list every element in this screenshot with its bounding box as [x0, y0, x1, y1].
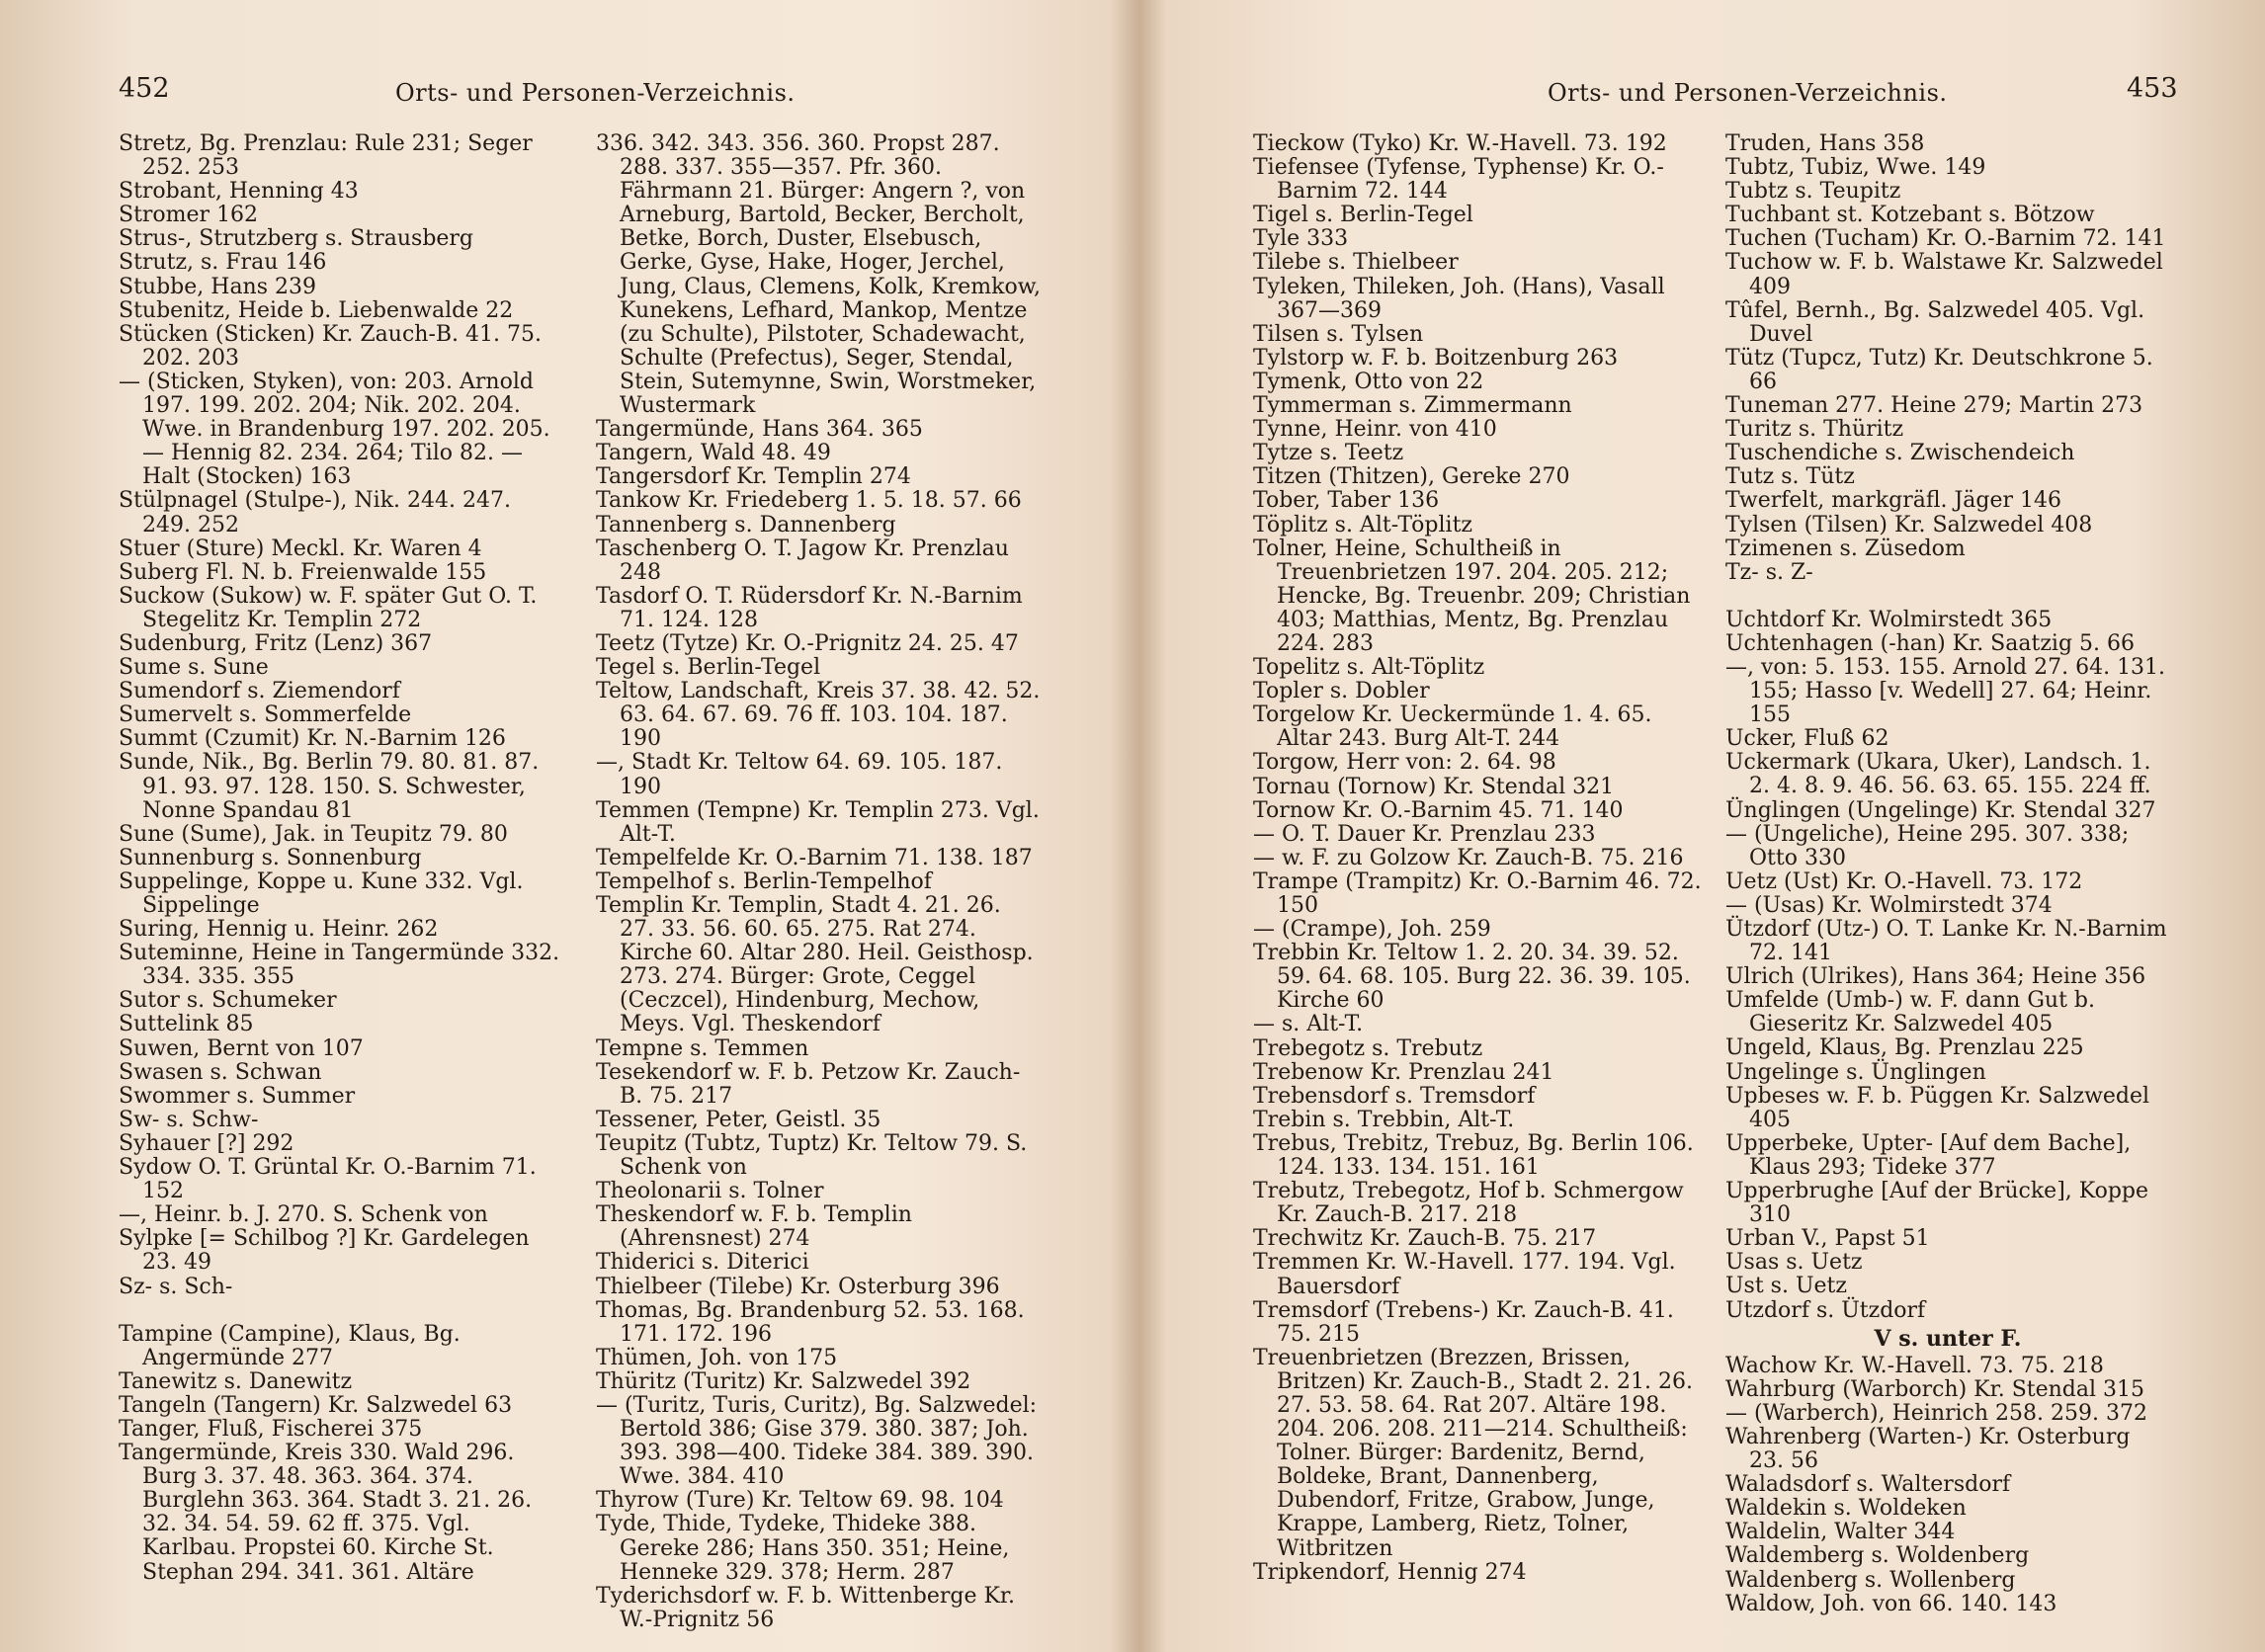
index-entry: Tutz s. Tütz	[1725, 464, 1855, 490]
index-entry: Tangeln (Tangern) Kr. Salzwedel 63	[119, 1392, 513, 1418]
index-entry: Tuchow w. F. b. Walstawe Kr. Salzwedel 409	[1725, 250, 2163, 299]
index-entry: Tuchbant st. Kotzebant s. Bötzow	[1725, 203, 2095, 228]
index-entry: Tangern, Wald 48. 49	[596, 441, 831, 466]
index-entry: 336. 342. 343. 356. 360. Propst 287. 288. 337. 355—357. Pfr. 360. Fährmann 21. Bürger: Angern ?, von Arneburg, Bartold, Becker, Bercholt, Betke, Borch, Duster, Elsebusch, Gerke, Gyse, Hake, Hoger, Jerchel, Jung, Claus, Clemens, Kolk, Kremkow, Kunekens, Lefhard, Mankop, Mentze (zu Schulte), Pilstoter, Schadewacht, Schulte (Prefectus), Seger, Stendal, Stein, Sutemynne, Swin, Worstmeker, Wustermark	[596, 131, 1041, 419]
index-entry: Templin Kr. Templin, Stadt 4. 21. 26. 27. 33. 56. 60. 65. 275. Rat 274. Kirche 60. Altar 280. Heil. Geisthosp. 273. 274. Bürger: Grote, Ceggel (Ceczcel), Hindenburg, Mechow, Meys. Vgl. Theskendorf	[596, 893, 1034, 1037]
index-entry: Ungeld, Klaus, Bg. Prenzlau 225	[1725, 1035, 2084, 1061]
index-entry: Tangermünde, Hans 364. 365	[596, 417, 923, 443]
index-entry: Sune (Sume), Jak. in Teupitz 79. 80	[119, 821, 508, 847]
index-entry: Ucker, Fluß 62	[1725, 726, 1889, 752]
index-entry: Theskendorf w. F. b. Templin (Ahrensnest) 274	[596, 1202, 912, 1252]
index-entry: Tremmen Kr. W.-Havell. 177. 194. Vgl. Bauersdorf	[1253, 1250, 1676, 1299]
index-entry: Tesekendorf w. F. b. Petzow Kr. Zauch-B. 75. 217	[596, 1059, 1021, 1109]
index-entry: Tempelfelde Kr. O.-Barnim 71. 138. 187	[596, 845, 1033, 870]
index-entry: Tubtz, Tubiz, Wwe. 149	[1725, 155, 1986, 181]
index-entry: Stromer 162	[119, 203, 259, 228]
index-entry: Teupitz (Tubtz, Tuptz) Kr. Teltow 79. S. Schenk von	[596, 1130, 1028, 1181]
index-entry: Tangermünde, Kreis 330. Wald 296. Burg 3. 37. 48. 363. 364. 374. Burglehn 363. 364. Stadt 3. 21. 26. 32. 34. 54. 59. 62 ff. 375. Vgl. Karlbau. Propstei 60. Kirche St. Stephan 294. 341. 361. Altäre	[119, 1441, 533, 1585]
index-entry: Tremsdorf (Trebens-) Kr. Zauch-B. 41. 75. 215	[1253, 1297, 1674, 1347]
page-number: 452	[119, 73, 170, 104]
index-entry: Stubenitz, Heide b. Liebenwalde 22	[119, 297, 514, 323]
index-entry: Tylsen (Tilsen) Kr. Salzwedel 408	[1725, 512, 2093, 537]
index-entry: Teltow, Landschaft, Kreis 37. 38. 42. 52. 63. 64. 67. 69. 76 ff. 103. 104. 187. 190	[596, 679, 1041, 752]
index-entry: Suberg Fl. N. b. Freienwalde 155	[119, 559, 487, 585]
index-entry: Sunde, Nik., Bg. Berlin 79. 80. 81. 87. 91. 93. 97. 128. 150. S. Schwester, Nonne Spandau 81	[119, 750, 540, 823]
index-entry: Suckow (Sukow) w. F. später Gut O. T. Stegelitz Kr. Templin 272	[119, 583, 538, 632]
index-column-2-upper	[1725, 132, 2170, 1323]
index-entry: Sumendorf s. Ziemendorf	[119, 679, 400, 704]
index-entry: Tyle 333	[1253, 226, 1349, 252]
index-entry: Strobant, Henning 43	[119, 179, 359, 205]
index-entry: Treuenbrietzen (Brezzen, Brissen, Britzen) Kr. Zauch-B., Stadt 2. 21. 26. 27. 53. 58. 64. Rat 207. Altäre 198. 204. 206. 208. 211—214. Schultheiß: Tolner. Bürger: Bardenitz, Bernd, Boldeke, Brant, Dannenberg, Dubendorf, Fritze, Grabow, Junge, Krappe, Lamberg, Rietz, Tolner, Witbritzen	[1253, 1345, 1693, 1561]
index-entry: Upperbeke, Upter- [Auf dem Bache], Klaus 293; Tideke 377	[1725, 1130, 2132, 1180]
index-entry: Twerfelt, markgräfl. Jäger 146	[1725, 488, 2062, 514]
index-entry: Uetz (Ust) Kr. O.-Havell. 73. 172	[1725, 868, 2083, 894]
index-entry: Stücken (Sticken) Kr. Zauch-B. 41. 75. 202. 203	[119, 321, 543, 371]
index-entry: Tynne, Heinr. von 410	[1253, 417, 1497, 443]
index-entry: — (Usas) Kr. Wolmirstedt 374	[1725, 892, 2053, 918]
index-entry: Tzimenen s. Züsedom	[1725, 536, 1966, 561]
index-entry: Trebenow Kr. Prenzlau 241	[1253, 1059, 1554, 1085]
index-entry: Utzdorf s. Ützdorf	[1725, 1297, 1926, 1323]
index-entry: Tubtz s. Teupitz	[1725, 179, 1901, 205]
index-entry: Truden, Hans 358	[1725, 131, 1925, 156]
index-entry: Tyde, Thide, Tydeke, Thideke 388. Gereke 286; Hans 350. 351; Heine, Henneke 329. 378; Herm. 287	[596, 1512, 1010, 1585]
index-entry: Sutor s. Schumeker	[119, 988, 337, 1014]
index-entry: Tûfel, Bernh., Bg. Salzwedel 405. Vgl. Duvel	[1725, 297, 2145, 347]
index-entry: —, Heinr. b. J. 270. S. Schenk von	[119, 1202, 488, 1228]
index-entry: Wahrenberg (Warten-) Kr. Osterburg 23. 56	[1725, 1424, 2131, 1474]
index-entry: Tanewitz s. Danewitz	[119, 1368, 353, 1394]
index-entry: — (Sticken, Styken), von: 203. Arnold 197. 199. 202. 204; Nik. 202. 204. Wwe. in Brandenburg 197. 202. 205. — Hennig 82. 234. 264; Tilo 82. — Halt (Stocken) 163	[119, 369, 550, 490]
index-entry: Usas s. Uetz	[1725, 1250, 1863, 1276]
index-entry: Sume s. Sune	[119, 655, 269, 681]
index-entry: Thümen, Joh. von 175	[596, 1345, 838, 1370]
index-entry: Suteminne, Heine in Tangermünde 332. 334. 335. 355	[119, 941, 560, 990]
index-entry: Töplitz s. Alt-Töplitz	[1253, 512, 1472, 537]
index-entry: Torgelow Kr. Ueckermünde 1. 4. 65. Altar 243. Burg Alt-T. 244	[1253, 702, 1652, 752]
section-gap	[1725, 585, 2170, 609]
index-entry: Swommer s. Summer	[119, 1083, 356, 1109]
index-entry: Tampine (Campine), Klaus, Bg. Angermünde 277	[119, 1321, 461, 1370]
index-entry: Tyderichsdorf w. F. b. Wittenberge Kr. W.-Prignitz 56	[596, 1583, 1015, 1632]
index-entry: Upbeses w. F. b. Püggen Kr. Salzwedel 405	[1725, 1083, 2150, 1132]
index-column-2	[596, 132, 1041, 1632]
index-entry: Tyleken, Thileken, Joh. (Hans), Vasall 367—369	[1253, 274, 1665, 323]
index-entry: Trebensdorf s. Tremsdorf	[1253, 1083, 1536, 1109]
index-entry: Waladsdorf s. Waltersdorf	[1725, 1472, 2011, 1498]
index-entry: Sydow O. T. Grüntal Kr. O.-Barnim 71. 152	[119, 1155, 537, 1204]
index-entry: — w. F. zu Golzow Kr. Zauch-B. 75. 216	[1253, 845, 1684, 870]
index-entry: Tytze s. Teetz	[1253, 441, 1404, 466]
index-entry: — (Crampe), Joh. 259	[1253, 917, 1491, 943]
index-entry: Tütz (Tupcz, Tutz) Kr. Deutschkrone 5. 66	[1725, 345, 2153, 394]
index-entry: Tuschendiche s. Zwischendeich	[1725, 441, 2075, 466]
index-entry: Tolner, Heine, Schultheiß in Treuenbrietzen 197. 204. 205. 212; Hencke, Bg. Treuenbr. 209; Christian 403; Matthias, Mentz, Bg. Prenzlau 224. 283	[1253, 536, 1691, 656]
index-entry: Tornow Kr. O.-Barnim 45. 71. 140	[1253, 797, 1624, 823]
index-entry: Tangersdorf Kr. Templin 274	[596, 464, 911, 490]
index-entry: Trebegotz s. Trebutz	[1253, 1035, 1483, 1061]
index-entry: Tieckow (Tyko) Kr. W.-Havell. 73. 192	[1253, 131, 1667, 156]
index-entry: Uchtdorf Kr. Wolmirstedt 365	[1725, 607, 2053, 632]
index-entry: Topelitz s. Alt-Töplitz	[1253, 655, 1485, 681]
index-entry: Torgow, Herr von: 2. 64. 98	[1253, 750, 1556, 776]
right-page	[1132, 0, 2265, 1652]
index-entry: Trebbin Kr. Teltow 1. 2. 20. 34. 39. 52. 59. 64. 68. 105. Burg 22. 36. 39. 105. Kirche 60	[1253, 941, 1691, 1014]
section-heading: V s. unter F.	[1874, 1325, 2022, 1352]
index-entry: — (Turitz, Turis, Curitz), Bg. Salzwedel: Bertold 386; Gise 379. 380. 387; Joh. 393. 398—400. Tideke 384. 389. 390. Wwe. 384. 410	[596, 1392, 1038, 1490]
index-entry: Sunnenburg s. Sonnenburg	[119, 845, 422, 870]
index-entry: Tylstorp w. F. b. Boitzenburg 263	[1253, 345, 1619, 371]
index-entry: Uchtenhagen (-han) Kr. Saatzig 5. 66	[1725, 630, 2136, 656]
index-entry: Tilsen s. Tylsen	[1253, 321, 1424, 347]
running-head: Orts- und Personen-Verzeichnis.	[1548, 79, 1948, 107]
index-entry: — s. Alt-T.	[1253, 1012, 1364, 1037]
index-entry: Waldemberg s. Woldenberg	[1725, 1543, 2030, 1569]
index-entry: Tornau (Tornow) Kr. Stendal 321	[1253, 774, 1615, 799]
index-entry: Sumervelt s. Sommerfelde	[119, 702, 412, 728]
running-head: Orts- und Personen-Verzeichnis.	[395, 79, 796, 107]
index-entry: Tigel s. Berlin-Tegel	[1253, 203, 1473, 228]
index-entry: Tz- s. Z-	[1725, 559, 1813, 585]
index-entry: Titzen (Thitzen), Gereke 270	[1253, 464, 1570, 490]
index-entry: Sz- s. Sch-	[119, 1274, 233, 1299]
index-entry: Tober, Taber 136	[1253, 488, 1440, 514]
index-entry: Tuchen (Tucham) Kr. O.-Barnim 72. 141	[1725, 226, 2166, 252]
index-entry: Urban V., Papst 51	[1725, 1226, 1930, 1252]
index-entry: Taschenberg O. T. Jagow Kr. Prenzlau 248	[596, 536, 1009, 585]
index-entry: Tannenberg s. Dannenberg	[596, 512, 896, 537]
index-entry: Stülpnagel (Stulpe-), Nik. 244. 247. 249. 252	[119, 488, 511, 537]
index-entry: Waldow, Joh. von 66. 140. 143	[1725, 1591, 2057, 1616]
index-entry: Trampe (Trampitz) Kr. O.-Barnim 46. 72. 150	[1253, 868, 1702, 918]
index-entry: Tempelhof s. Berlin-Tempelhof	[596, 868, 932, 894]
index-entry: Tymenk, Otto von 22	[1253, 369, 1484, 394]
index-entry: Upperbrughe [Auf der Brücke], Koppe 310	[1725, 1179, 2149, 1228]
index-entry: Tankow Kr. Friedeberg 1. 5. 18. 57. 66	[596, 488, 1022, 514]
index-entry: Stubbe, Hans 239	[119, 274, 316, 299]
index-entry: Strus-, Strutzberg s. Strausberg	[119, 226, 474, 252]
index-entry: Tanger, Fluß, Fischerei 375	[119, 1416, 423, 1442]
index-entry: — O. T. Dauer Kr. Prenzlau 233	[1253, 821, 1596, 847]
index-entry: Umfelde (Umb-) w. F. dann Gut b. Gieseritz Kr. Salzwedel 405	[1725, 988, 2095, 1037]
index-entry: Tripkendorf, Hennig 274	[1253, 1559, 1527, 1585]
index-entry: Suttelink 85	[119, 1012, 254, 1037]
page-number: 453	[2127, 73, 2178, 104]
index-entry: Teetz (Tytze) Kr. O.-Prignitz 24. 25. 47	[596, 630, 1019, 656]
index-entry: Tempne s. Temmen	[596, 1035, 809, 1061]
index-entry: Strutz, s. Frau 146	[119, 250, 327, 276]
index-entry: Sylpke [= Schilbog ?] Kr. Gardelegen 23. 49	[119, 1226, 530, 1276]
index-entry: Summt (Czumit) Kr. N.-Barnim 126	[119, 726, 506, 752]
index-entry: Tilebe s. Thielbeer	[1253, 250, 1459, 276]
index-entry: Ützdorf (Utz-) O. T. Lanke Kr. N.-Barnim 72. 141	[1725, 917, 2167, 966]
index-entry: Tiefensee (Tyfense, Typhense) Kr. O.-Barnim 72. 144	[1253, 155, 1664, 205]
section-gap	[119, 1299, 563, 1323]
index-entry: —, Stadt Kr. Teltow 64. 69. 105. 187. 190	[596, 750, 1003, 799]
index-column-2	[1725, 132, 2170, 1616]
index-entry: Wachow Kr. W.-Havell. 73. 75. 218	[1725, 1353, 2104, 1378]
index-entry: Thiderici s. Diterici	[596, 1250, 809, 1276]
index-entry: Trebin s. Trebbin, Alt-T.	[1253, 1107, 1515, 1132]
index-entry: Trebus, Trebitz, Trebuz, Bg. Berlin 106. 124. 133. 134. 151. 161	[1253, 1130, 1694, 1181]
index-entry: Suppelinge, Koppe u. Kune 332. Vgl. Sippelinge	[119, 868, 524, 918]
index-entry: Temmen (Tempne) Kr. Templin 273. Vgl. Alt-T.	[596, 797, 1040, 847]
index-entry: Ünglingen (Ungelinge) Kr. Stendal 327	[1725, 797, 2156, 823]
index-entry: Thomas, Bg. Brandenburg 52. 53. 168. 171. 172. 196	[596, 1297, 1025, 1347]
index-entry: Ungelinge s. Ünglingen	[1725, 1059, 1986, 1085]
index-entry: Theolonarii s. Tolner	[596, 1179, 824, 1204]
index-entry: Sudenburg, Fritz (Lenz) 367	[119, 630, 433, 656]
index-entry: Waldelin, Walter 344	[1725, 1520, 1956, 1545]
index-entry: Stretz, Bg. Prenzlau: Rule 231; Seger 252. 253	[119, 131, 533, 181]
index-entry: Thyrow (Ture) Kr. Teltow 69. 98. 104	[596, 1488, 1004, 1514]
index-entry: Tessener, Peter, Geistl. 35	[596, 1107, 881, 1132]
index-entry: Tuneman 277. Heine 279; Martin 273	[1725, 393, 2143, 419]
index-entry: — (Warberch), Heinrich 258. 259. 372	[1725, 1400, 2147, 1426]
index-entry: Sw- s. Schw-	[119, 1107, 259, 1132]
index-column-2-lower	[1725, 1355, 2170, 1616]
index-column-1	[119, 132, 563, 1585]
index-entry: Suring, Hennig u. Heinr. 262	[119, 917, 439, 943]
index-entry: — (Ungeliche), Heine 295. 307. 338; Otto 330	[1725, 821, 2130, 870]
left-page	[0, 0, 1132, 1652]
index-column-1	[1253, 132, 1703, 1585]
index-entry: Syhauer [?] 292	[119, 1130, 294, 1156]
index-entry: Swasen s. Schwan	[119, 1059, 322, 1085]
index-entry: Thüritz (Turitz) Kr. Salzwedel 392	[596, 1368, 971, 1394]
index-entry: Thielbeer (Tilebe) Kr. Osterburg 396	[596, 1274, 1000, 1299]
index-entry: Tymmerman s. Zimmermann	[1253, 393, 1572, 419]
index-entry: Turitz s. Thüritz	[1725, 417, 1904, 443]
index-entry: Trebutz, Trebegotz, Hof b. Schmergow Kr. Zauch-B. 217. 218	[1253, 1179, 1684, 1228]
index-entry: Uckermark (Ukara, Uker), Landsch. 1. 2. 4. 8. 9. 46. 56. 63. 65. 155. 224 ff.	[1725, 750, 2151, 799]
index-entry: Waldekin s. Woldeken	[1725, 1496, 1967, 1522]
index-entry: Stuer (Sture) Meckl. Kr. Waren 4	[119, 536, 482, 561]
index-entry: Topler s. Dobler	[1253, 679, 1430, 704]
index-entry: —, von: 5. 153. 155. Arnold 27. 64. 131. 155; Hasso [v. Wedell] 27. 64; Heinr. 155	[1725, 654, 2166, 728]
index-entry: Waldenberg s. Wollenberg	[1725, 1567, 2016, 1593]
index-entry: Wahrburg (Warborch) Kr. Stendal 315	[1725, 1376, 2145, 1402]
index-entry: Ulrich (Ulrikes), Hans 364; Heine 356	[1725, 964, 2146, 990]
index-entry: Tasdorf O. T. Rüdersdorf Kr. N.-Barnim 71. 124. 128	[596, 583, 1023, 632]
index-entry: Tegel s. Berlin-Tegel	[596, 655, 821, 681]
index-entry: Ust s. Uetz	[1725, 1274, 1847, 1299]
index-entry: Suwen, Bernt von 107	[119, 1035, 364, 1061]
index-entry: Trechwitz Kr. Zauch-B. 75. 217	[1253, 1226, 1597, 1252]
